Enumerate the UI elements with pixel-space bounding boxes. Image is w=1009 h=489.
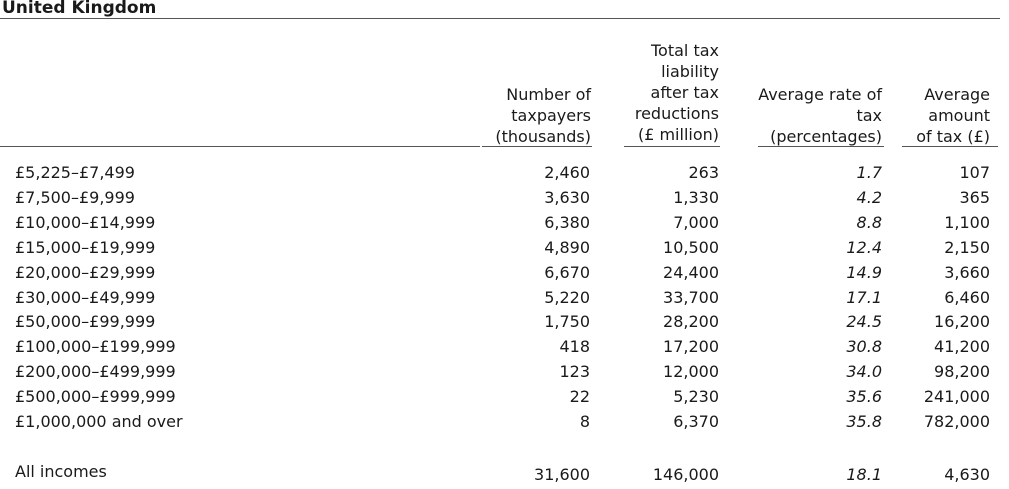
header-liability — [635, 40, 719, 145]
row-rate-cell: 8.8 — [856, 212, 882, 232]
row-rate-cell: 35.6 — [846, 387, 882, 407]
row-income-band: £5,225–£7,499 — [15, 163, 135, 182]
header-liability-line: after tax — [650, 83, 719, 102]
row-amount-cell: 107 — [959, 163, 990, 182]
row-liability-cell: 17,200 — [663, 337, 719, 357]
row-taxpayers-cell: 418 — [559, 337, 590, 357]
row-income-band: £10,000–£14,999 — [15, 212, 156, 232]
header-amount-line: of tax (£) — [916, 127, 990, 146]
row-rate-cell: 12.4 — [846, 237, 882, 257]
row-taxpayers-cell: 6,380 — [544, 212, 590, 232]
header-liability-line: Total tax — [651, 41, 719, 60]
total-amount: 4,630 — [944, 465, 990, 484]
row-rate-cell: 17.1 — [846, 287, 882, 307]
row-rate-cell: 34.0 — [846, 362, 882, 382]
row-taxpayers-cell: 5,220 — [544, 287, 590, 307]
row-rate-cell: 4.2 — [856, 187, 882, 207]
header-amount-line: amount — [928, 106, 990, 125]
row-liability-cell: 33,700 — [663, 287, 719, 307]
row-amount-cell: 241,000 — [923, 387, 990, 407]
row-rate-cell: 1.7 — [856, 163, 882, 182]
header-amount — [916, 84, 990, 147]
row-rate-cell: 30.8 — [846, 337, 882, 357]
header-amount-underline — [902, 146, 998, 147]
row-liability-cell: 1,330 — [673, 187, 719, 207]
row-taxpayers-cell: 4,890 — [544, 237, 590, 257]
row-liability-cell: 7,000 — [673, 212, 719, 232]
row-amount-cell: 6,460 — [944, 287, 990, 307]
row-amount-cell: 1,100 — [944, 212, 990, 232]
row-liability-cell: 6,370 — [673, 412, 719, 431]
header-taxpayers-line: Number of — [506, 85, 591, 104]
row-taxpayers-cell: 8 — [579, 412, 590, 431]
header-rate-underline — [758, 146, 884, 147]
row-income-band: £30,000–£49,999 — [15, 287, 156, 307]
row-rate-cell: 14.9 — [846, 262, 882, 282]
header-liability-line: liability — [661, 62, 719, 81]
title-rule — [0, 18, 1000, 19]
header-amount-line: Average — [924, 85, 990, 104]
row-amount-cell: 2,150 — [944, 237, 990, 257]
total-label: All incomes — [15, 462, 107, 481]
row-income-band: £7,500–£9,999 — [15, 187, 135, 207]
row-liability-cell: 263 — [688, 163, 719, 182]
table-title: United Kingdom — [2, 0, 157, 18]
row-liability-cell: 28,200 — [663, 312, 719, 332]
header-liability-line: (£ million) — [637, 125, 719, 144]
header-rate-line: (percentages) — [770, 127, 882, 146]
row-taxpayers-cell: 22 — [569, 387, 590, 407]
row-amount-cell: 3,660 — [944, 262, 990, 282]
header-band-underline — [0, 146, 480, 147]
total-liability: 146,000 — [652, 465, 719, 484]
row-income-band: £200,000–£499,999 — [15, 362, 176, 382]
header-taxpayers-line: taxpayers — [511, 106, 591, 125]
row-taxpayers-cell: 6,670 — [544, 262, 590, 282]
row-income-band: £50,000–£99,999 — [15, 312, 156, 332]
total-rate: 18.1 — [846, 465, 882, 484]
row-taxpayers-cell: 2,460 — [544, 163, 590, 182]
header-taxpayers — [495, 84, 591, 147]
row-liability-cell: 12,000 — [663, 362, 719, 382]
row-income-band: £15,000–£19,999 — [15, 237, 156, 257]
row-liability-cell: 10,500 — [663, 237, 719, 257]
row-amount-cell: 98,200 — [934, 362, 990, 382]
header-rate-line: tax — [856, 106, 882, 125]
total-taxpayers: 31,600 — [534, 465, 590, 484]
row-liability-cell: 24,400 — [663, 262, 719, 282]
header-rate — [758, 84, 882, 147]
row-income-band: £1,000,000 and over — [15, 412, 183, 431]
row-taxpayers-cell: 123 — [559, 362, 590, 382]
row-liability-cell: 5,230 — [673, 387, 719, 407]
row-income-band: £20,000–£29,999 — [15, 262, 156, 282]
row-income-band: £500,000–£999,999 — [15, 387, 176, 407]
header-liability-line: reductions — [634, 104, 719, 123]
row-amount-cell: 782,000 — [923, 412, 990, 431]
row-amount-cell: 41,200 — [934, 337, 990, 357]
row-taxpayers-cell: 1,750 — [544, 312, 590, 332]
header-rate-line: Average rate of — [758, 85, 882, 104]
row-rate-cell: 24.5 — [846, 312, 882, 332]
row-amount-cell: 365 — [959, 187, 990, 207]
row-rate-cell: 35.8 — [846, 412, 882, 431]
row-income-band: £100,000–£199,999 — [15, 337, 176, 357]
header-liability-underline — [624, 146, 720, 147]
header-taxpayers-underline — [482, 146, 592, 147]
row-taxpayers-cell: 3,630 — [544, 187, 590, 207]
row-amount-cell: 16,200 — [934, 312, 990, 332]
header-taxpayers-line: (thousands) — [495, 127, 591, 146]
